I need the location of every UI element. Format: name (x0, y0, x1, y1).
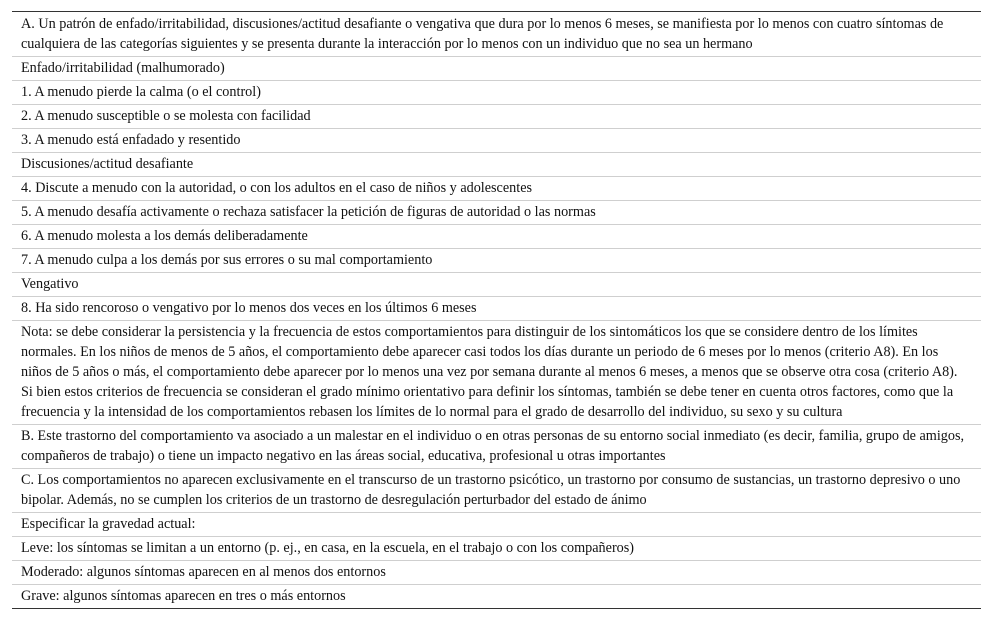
criteria-table (12, 11, 981, 609)
category-heading-vindictive: Vengativo (12, 272, 981, 296)
criterion-c-row: C. Los comportamientos no aparecen exclusivamente en el transcurso de un trastorno psicótico, un trastorno por consumo de sustancias, un trastorno depresivo o uno bipolar. Además, no se cumplen los criterios de un trastorno de desregulación perturbador del estado de ánimo (12, 468, 981, 512)
symptom-row-4: 4. Discute a menudo con la autoridad, o con los adultos en el caso de niños y adolescentes (12, 176, 981, 200)
symptom-row-1: 1. A menudo pierde la calma (o el control) (12, 80, 981, 104)
criterion-b-row: B. Este trastorno del comportamiento va asociado a un malestar en el individuo o en otras personas de su entorno social inmediato (es decir, familia, grupo de amigos, compañeros de trabajo) o tiene un impacto negativo en las áreas social, educativa, profesional u otras importantes (12, 424, 981, 468)
category-heading-defiance: Discusiones/actitud desafiante (12, 152, 981, 176)
symptom-row-2: 2. A menudo susceptible o se molesta con facilidad (12, 104, 981, 128)
severity-severe-row: Grave: algunos síntomas aparecen en tres o más entornos (12, 584, 981, 608)
category-heading-anger: Enfado/irritabilidad (malhumorado) (12, 56, 981, 80)
symptom-row-8: 8. Ha sido rencoroso o vengativo por lo menos dos veces en los últimos 6 meses (12, 296, 981, 320)
note-row: Nota: se debe considerar la persistencia y la frecuencia de estos comportamientos para distinguir de los sintomáticos los que se considere dentro de los límites normales. En los niños de menos de 5 años, el comportamiento debe aparecer casi todos los días durante un periodo de 6 meses por lo menos (criterio A8). En los niños de 5 años o más, el comportamiento debe aparecer por lo menos una vez por semana durante al menos 6 meses, a menos que se observe otra cosa (criterio A8). Si bien estos criterios de frecuencia se consideran el grado mínimo orientativo para definir los síntomas, también se debe tener en cuenta otros factores, como que la frecuencia y la intensidad de los comportamientos rebasen los límites de lo normal para el grado de desarrollo del individuo, su sexo y su cultura (12, 320, 981, 424)
symptom-row-6: 6. A menudo molesta a los demás deliberadamente (12, 224, 981, 248)
symptom-row-5: 5. A menudo desafía activamente o rechaza satisfacer la petición de figuras de autoridad o las normas (12, 200, 981, 224)
symptom-row-7: 7. A menudo culpa a los demás por sus errores o su mal comportamiento (12, 248, 981, 272)
severity-moderate-row: Moderado: algunos síntomas aparecen en al menos dos entornos (12, 560, 981, 584)
severity-mild-row: Leve: los síntomas se limitan a un entorno (p. ej., en casa, en la escuela, en el trabajo o con los compañeros) (12, 536, 981, 560)
severity-heading: Especificar la gravedad actual: (12, 512, 981, 536)
symptom-row-3: 3. A menudo está enfadado y resentido (12, 128, 981, 152)
criterion-a-row: A. Un patrón de enfado/irritabilidad, discusiones/actitud desafiante o vengativa que dura por lo menos 6 meses, se manifiesta por lo menos con cuatro síntomas de cualquiera de las categorías siguientes y se presenta durante la interacción por lo menos con un individuo que no sea un hermano (21, 16, 944, 52)
